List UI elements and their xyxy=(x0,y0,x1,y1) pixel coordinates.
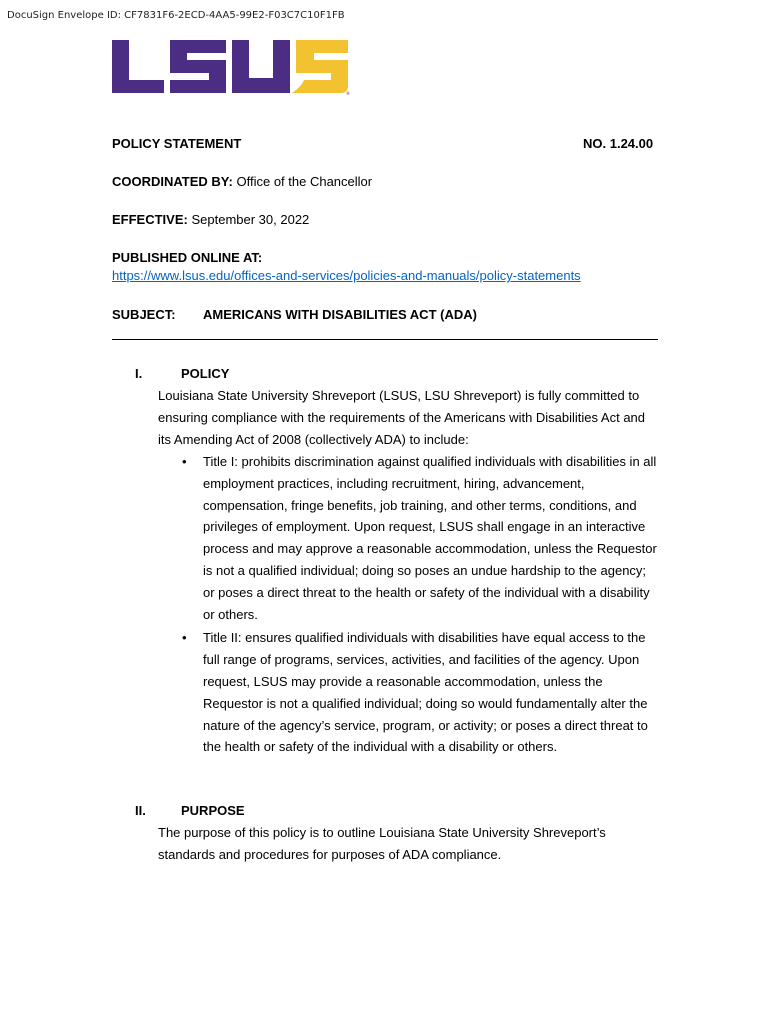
bullet-icon: • xyxy=(182,630,187,646)
coordinated-by-value: Office of the Chancellor xyxy=(236,174,373,189)
svg-text:®: ® xyxy=(346,91,350,96)
docusign-envelope-id: DocuSign Envelope ID: CF7831F6-2ECD-4AA5-99E2-F03C7C10F1FB xyxy=(7,10,345,21)
subject-label: SUBJECT: xyxy=(112,307,176,322)
section-1-bullet-list xyxy=(158,451,658,758)
policy-statement-label: POLICY STATEMENT xyxy=(112,136,242,151)
policy-number: NO. 1.24.00 xyxy=(583,136,654,151)
effective-row xyxy=(112,212,309,227)
section-1-intro: Louisiana State University Shreveport (LSUS, LSU Shreveport) is fully committed to ensuring compliance with the requirements of the Americans with Disabilities Act and its Amending Act of 2008 (collectively ADA) to include: xyxy=(158,388,646,447)
published-online-label: PUBLISHED ONLINE AT: xyxy=(112,250,263,265)
coordinated-by-row xyxy=(112,174,372,189)
title-2-text: Title II: ensures qualified individuals with disabilities have equal access to the full range of programs, services, activities, and facilities of the agency. Upon request, LSUS may provide a reasonable accommodation, unless the Requestor is not a qualified individual; doing so would fundamentally alter the nature of the agency’s service, program, or activity; or poses a direct threat to the health or safety of the individual with a disability or others. xyxy=(203,630,648,755)
bullet-icon: • xyxy=(182,454,187,469)
section-2-title: PURPOSE xyxy=(181,803,245,818)
section-1-numeral: I. xyxy=(135,366,143,381)
list-item xyxy=(158,627,658,758)
subject-value: AMERICANS WITH DISABILITIES ACT (ADA) xyxy=(203,307,477,322)
list-item xyxy=(158,451,658,625)
effective-label: EFFECTIVE: xyxy=(112,212,188,227)
coordinated-by-label: COORDINATED BY: xyxy=(112,174,233,189)
header-divider xyxy=(112,339,658,340)
policy-statements-link[interactable]: https://www.lsus.edu/offices-and-services/policies-and-manuals/policy-statements xyxy=(112,268,581,283)
effective-value: September 30, 2022 xyxy=(191,212,310,227)
lsus-logo-graphic xyxy=(112,38,352,96)
title-1-text: Title I: prohibits discrimination against qualified individuals with disabilities in all employment practices, including recruitment, hiring, advancement, compensation, fringe benefits, job training, and other terms, conditions, and privileges of employment. Upon request, LSUS shall engage in an interactive process and may approve a reasonable accommodation, unless the Requestor is not a qualified individual; doing so poses an undue hardship to the agency; or poses a direct threat to the health or safety of the individual with a disability or others. xyxy=(203,454,657,622)
section-2-numeral: II. xyxy=(135,803,146,818)
section-1-title: POLICY xyxy=(181,366,230,381)
lsus-logo xyxy=(112,38,352,101)
section-2-intro: The purpose of this policy is to outline Louisiana State University Shreveport’s standards and procedures for purposes of ADA compliance. xyxy=(158,825,606,862)
